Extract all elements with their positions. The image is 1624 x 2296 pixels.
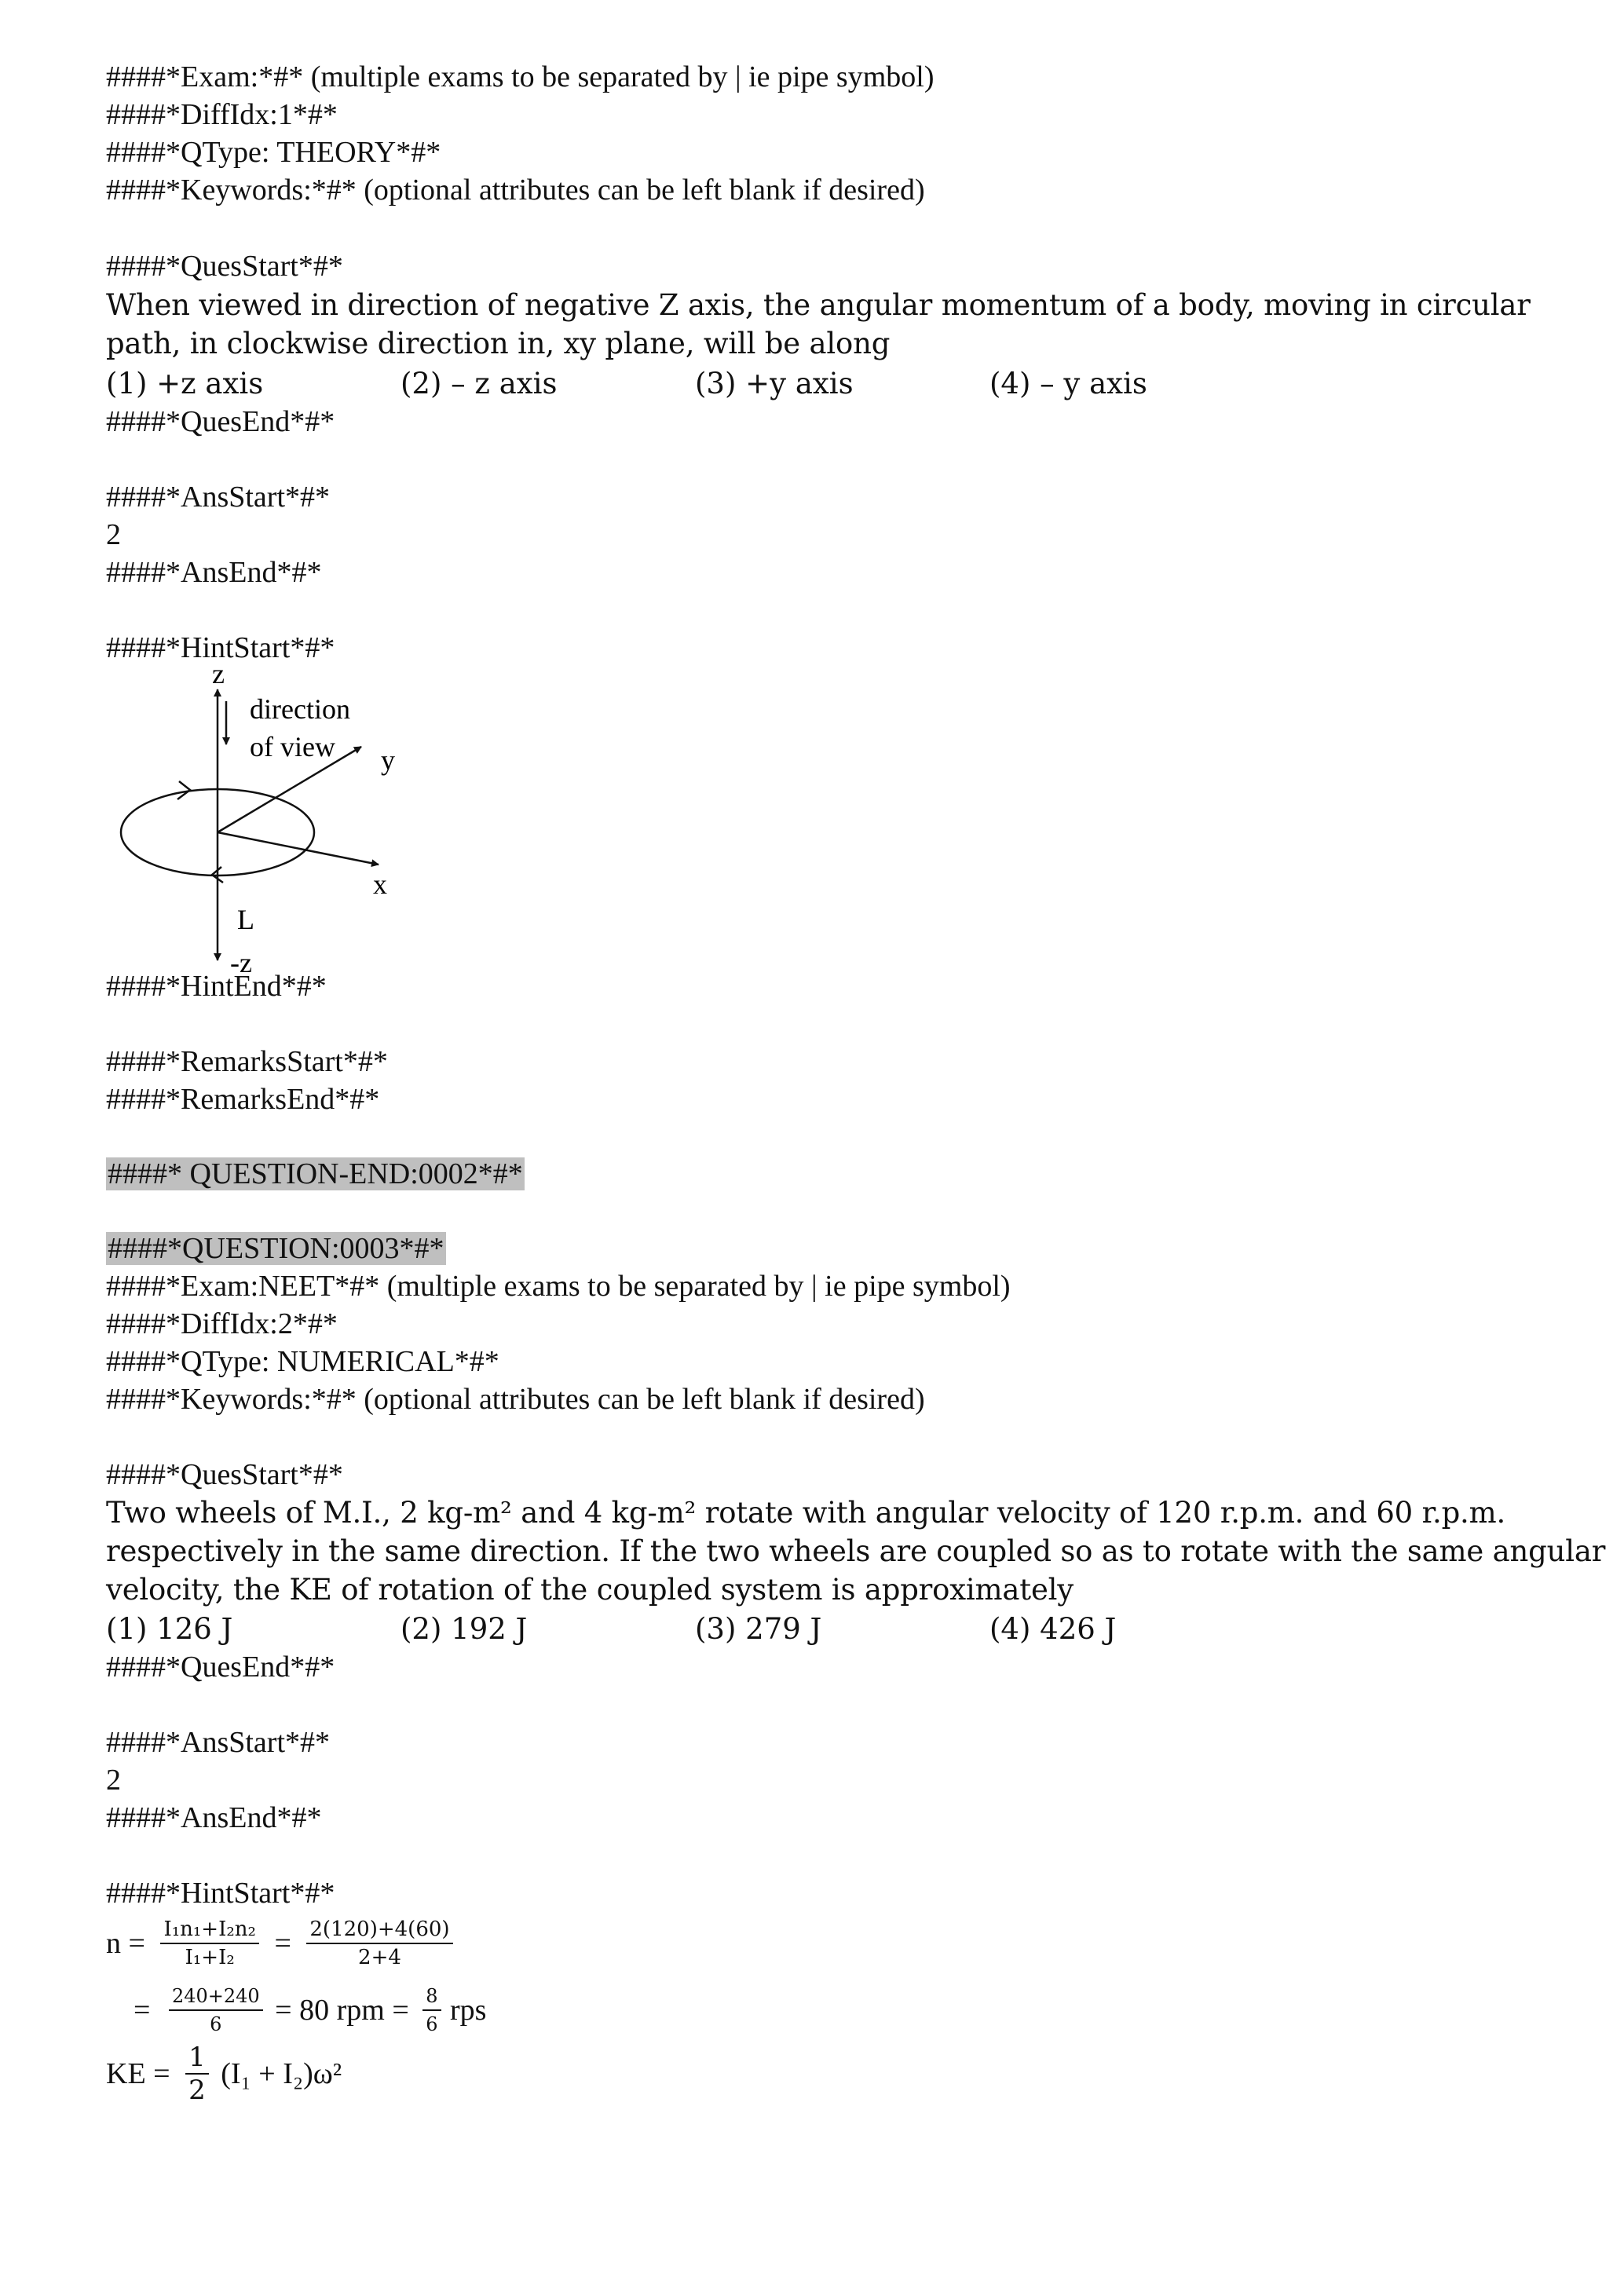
fraction-sum — [169, 1983, 263, 2038]
q2-remarks-end: ####*RemarksEnd*#* — [106, 1083, 380, 1116]
q3-question-marker-highlight: ####*QUESTION:0003*#* — [108, 1232, 444, 1265]
fraction-2-denominator: 2+4 — [358, 1946, 401, 1969]
q3-keywords-line: ####*Keywords:*#* (optional attributes can be left blank if desired) — [106, 1383, 925, 1416]
q3-ques-start: ####*QuesStart*#* — [106, 1458, 343, 1491]
equals-sign-2: = — [134, 1994, 151, 2027]
fraction-2-numerator: 2(120)+4(60) — [306, 1916, 452, 1944]
half-numerator: 1 — [185, 2042, 209, 2075]
q3-option-4: (4) 426 J — [989, 1612, 1117, 1646]
q3-exam-line: ####*Exam:NEET*#* (multiple exams to be separated by | ie pipe symbol) — [106, 1270, 1011, 1303]
equals-sign: = — [274, 1927, 291, 1960]
q3-option-2: (2) 192 J — [401, 1612, 528, 1646]
fraction-rps — [422, 1983, 441, 2038]
ke-expression: (I₁ + I₂)ω² — [221, 2057, 342, 2090]
q2-options — [0, 366, 1624, 402]
q2-question-line-2: path, in clockwise direction in, xy plane, will be along — [106, 327, 891, 360]
hint-equation-2 — [134, 1983, 486, 2038]
rps-unit: rps — [450, 1994, 487, 2027]
q2-ans-start: ####*AnsStart*#* — [106, 481, 330, 514]
q2-question-line-1: When viewed in direction of negative Z axis, the angular momentum of a body, moving in circular — [106, 288, 1531, 322]
q3-question-line-2: respectively in the same direction. If the two wheels are coupled so as to rotate with the same angular — [106, 1534, 1606, 1568]
q3-qtype-line: ####*QType: NUMERICAL*#* — [106, 1345, 499, 1378]
q2-qtype-line: ####*QType: THEORY*#* — [106, 136, 441, 169]
q2-question-end-highlight: ####* QUESTION-END:0002*#* — [108, 1157, 523, 1190]
q2-option-1: (1) +z axis — [106, 367, 264, 400]
q2-ques-start: ####*QuesStart*#* — [106, 250, 343, 283]
q2-option-4: (4) – y axis — [989, 367, 1147, 400]
q2-ans-end: ####*AnsEnd*#* — [106, 556, 322, 589]
half-denominator: 2 — [188, 2075, 206, 2106]
hint-equation-1 — [106, 1916, 453, 1971]
q2-keywords-line: ####*Keywords:*#* (optional attributes can be left blank if desired) — [106, 174, 925, 207]
fraction-1-numerator: I₁n₁+I₂n₂ — [160, 1916, 259, 1944]
y-label: y — [381, 744, 395, 776]
q2-remarks-start: ####*RemarksStart*#* — [106, 1045, 388, 1078]
rpm-text: = 80 rpm = — [275, 1994, 409, 2027]
angular-momentum-diagram — [102, 666, 432, 980]
fraction-4-denominator: 6 — [426, 2013, 438, 2035]
fraction-substituted — [306, 1916, 452, 1971]
direction-label-2: of view — [250, 731, 335, 762]
x-label: x — [373, 868, 387, 900]
fraction-inertia-weighted — [160, 1916, 259, 1971]
fraction-1-denominator: I₁+I₂ — [185, 1946, 235, 1969]
z-label: z — [212, 666, 225, 689]
q2-hint-end: ####*HintEnd*#* — [106, 970, 327, 1003]
q2-question-end — [106, 1156, 525, 1192]
q2-hint-start: ####*HintStart*#* — [106, 631, 335, 664]
direction-label-1: direction — [250, 693, 350, 725]
q3-question-line-3: velocity, the KE of rotation of the coupled system is approximately — [106, 1573, 1074, 1607]
q3-question-marker — [106, 1230, 446, 1267]
q3-ques-end: ####*QuesEnd*#* — [106, 1651, 335, 1684]
fraction-4-numerator: 8 — [422, 1983, 441, 2011]
q3-question-line-1: Two wheels of M.I., 2 kg-m² and 4 kg-m² rotate with angular velocity of 120 r.p.m. and 60 r.p.m. — [106, 1496, 1506, 1530]
q3-hint-start: ####*HintStart*#* — [106, 1877, 335, 1910]
q3-option-3: (3) 279 J — [695, 1612, 822, 1646]
l-label: L — [237, 904, 254, 935]
ke-label: KE = — [106, 2057, 170, 2090]
q2-ques-end: ####*QuesEnd*#* — [106, 405, 335, 438]
q3-answer: 2 — [106, 1764, 121, 1797]
q2-option-2: (2) – z axis — [401, 367, 558, 400]
q3-diff-line: ####*DiffIdx:2*#* — [106, 1307, 338, 1340]
q2-exam-line: ####*Exam:*#* (multiple exams to be separated by | ie pipe symbol) — [106, 60, 935, 93]
q3-option-1: (1) 126 J — [106, 1612, 233, 1646]
hint-equation-3 — [106, 2042, 342, 2106]
path-arrow-top — [177, 781, 190, 799]
q3-ans-end: ####*AnsEnd*#* — [106, 1801, 322, 1834]
q3-ans-start: ####*AnsStart*#* — [106, 1726, 330, 1759]
n-label: n = — [106, 1927, 145, 1960]
x-axis — [218, 832, 379, 865]
q2-option-3: (3) +y axis — [695, 367, 854, 400]
fraction-3-denominator: 6 — [210, 2013, 222, 2035]
q2-diff-line: ####*DiffIdx:1*#* — [106, 98, 338, 131]
negz-label: -z — [230, 947, 252, 978]
fraction-3-numerator: 240+240 — [169, 1983, 263, 2011]
q2-answer: 2 — [106, 518, 121, 551]
q3-options — [0, 1611, 1624, 1647]
fraction-half — [185, 2042, 209, 2106]
